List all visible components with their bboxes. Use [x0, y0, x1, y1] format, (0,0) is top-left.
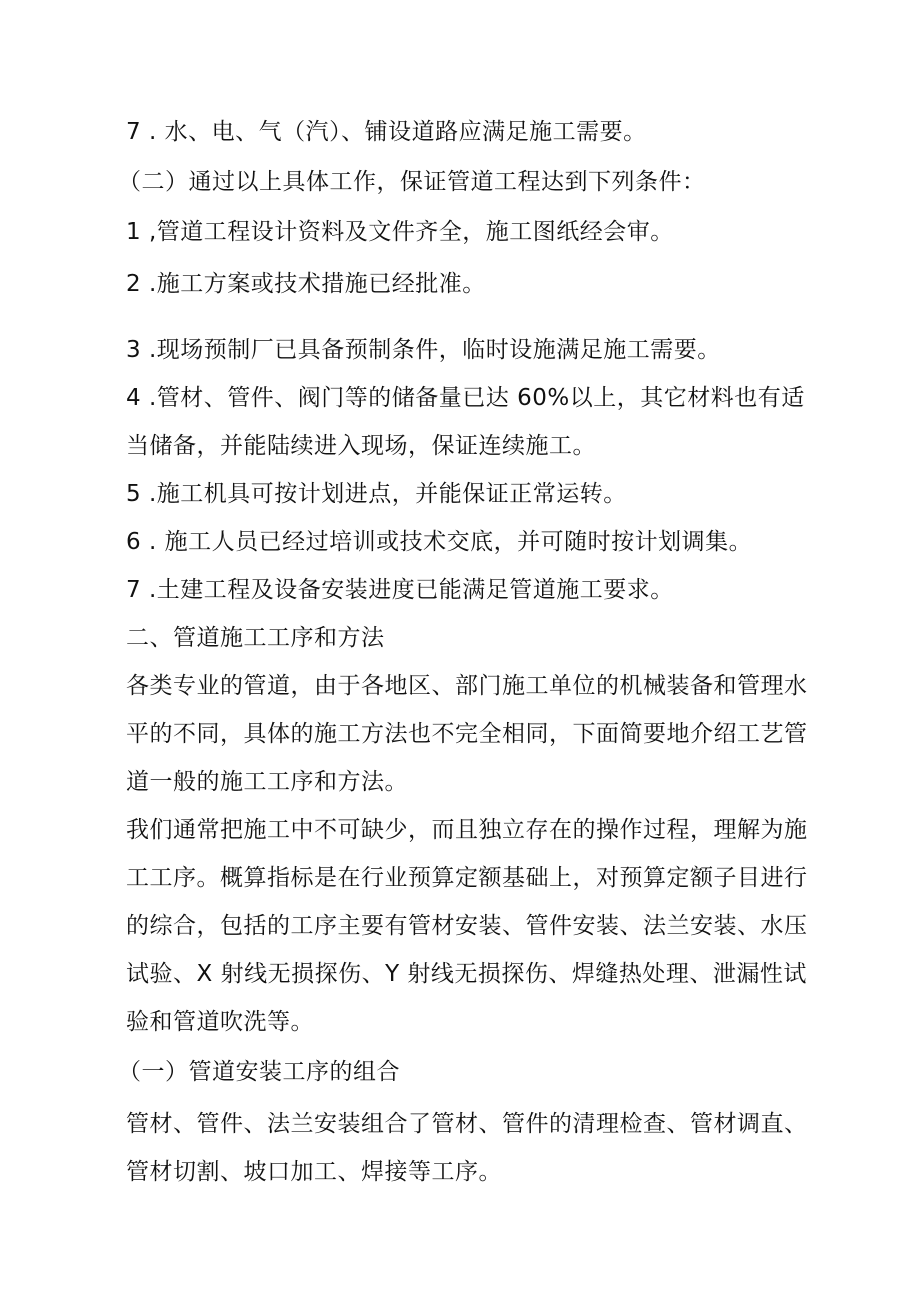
text-line: 管材、管件、法兰安装组合了管材、管件的清理检查、管材调直、 — [126, 1111, 808, 1137]
text-line: 管材切割、坡口加工、焊接等工序。 — [126, 1159, 502, 1185]
text-line: 道一般的施工工序和方法。 — [126, 769, 408, 795]
text-line: 4 .管材、管件、阀门等的储备量已达 60%以上，其它材料也有适 — [126, 385, 805, 411]
text-line: 验和管道吹洗等。 — [126, 1009, 314, 1035]
text-line: 5 .施工机具可按计划进点，并能保证正常运转。 — [126, 481, 627, 507]
text-line: 工工序。概算指标是在行业预算定额基础上，对预算定额子目进行 — [126, 865, 808, 891]
text-line: 我们通常把施工中不可缺少，而且独立存在的操作过程，理解为施 — [126, 817, 808, 843]
text-line: 2 .施工方案或技术措施已经批准。 — [126, 271, 486, 297]
section-heading: 二、管道施工工序和方法 — [126, 625, 385, 651]
text-line: 3 .现场预制厂已具备预制条件，临时设施满足施工需要。 — [126, 337, 721, 363]
text-line: 平的不同，具体的施工方法也不完全相同，下面简要地介绍工艺管 — [126, 721, 808, 747]
text-line: 6 . 施工人员已经过培训或技术交底，并可随时按计划调集。 — [126, 529, 753, 555]
text-line: 各类专业的管道，由于各地区、部门施工单位的机械装备和管理水 — [126, 673, 808, 699]
text-line: 1 ,管道工程设计资料及文件齐全，施工图纸经会审。 — [126, 219, 674, 245]
section-heading: （二）通过以上具体工作，保证管道工程达到下列条件： — [118, 169, 706, 195]
text-line: 当储备，并能陆续进入现场，保证连续施工。 — [126, 433, 596, 459]
section-heading: （一）管道安装工序的组合 — [118, 1059, 400, 1085]
text-line: 试验、X 射线无损探伤、Y 射线无损探伤、焊缝热处理、泄漏性试 — [126, 961, 807, 987]
text-line: 7 .土建工程及设备安装进度已能满足管道施工要求。 — [126, 577, 674, 603]
text-line: 的综合，包括的工序主要有管材安装、管件安装、法兰安装、水压 — [126, 913, 808, 939]
text-line: 7 . 水、电、气（汽）、铺设道路应满足施工需要。 — [126, 119, 647, 145]
